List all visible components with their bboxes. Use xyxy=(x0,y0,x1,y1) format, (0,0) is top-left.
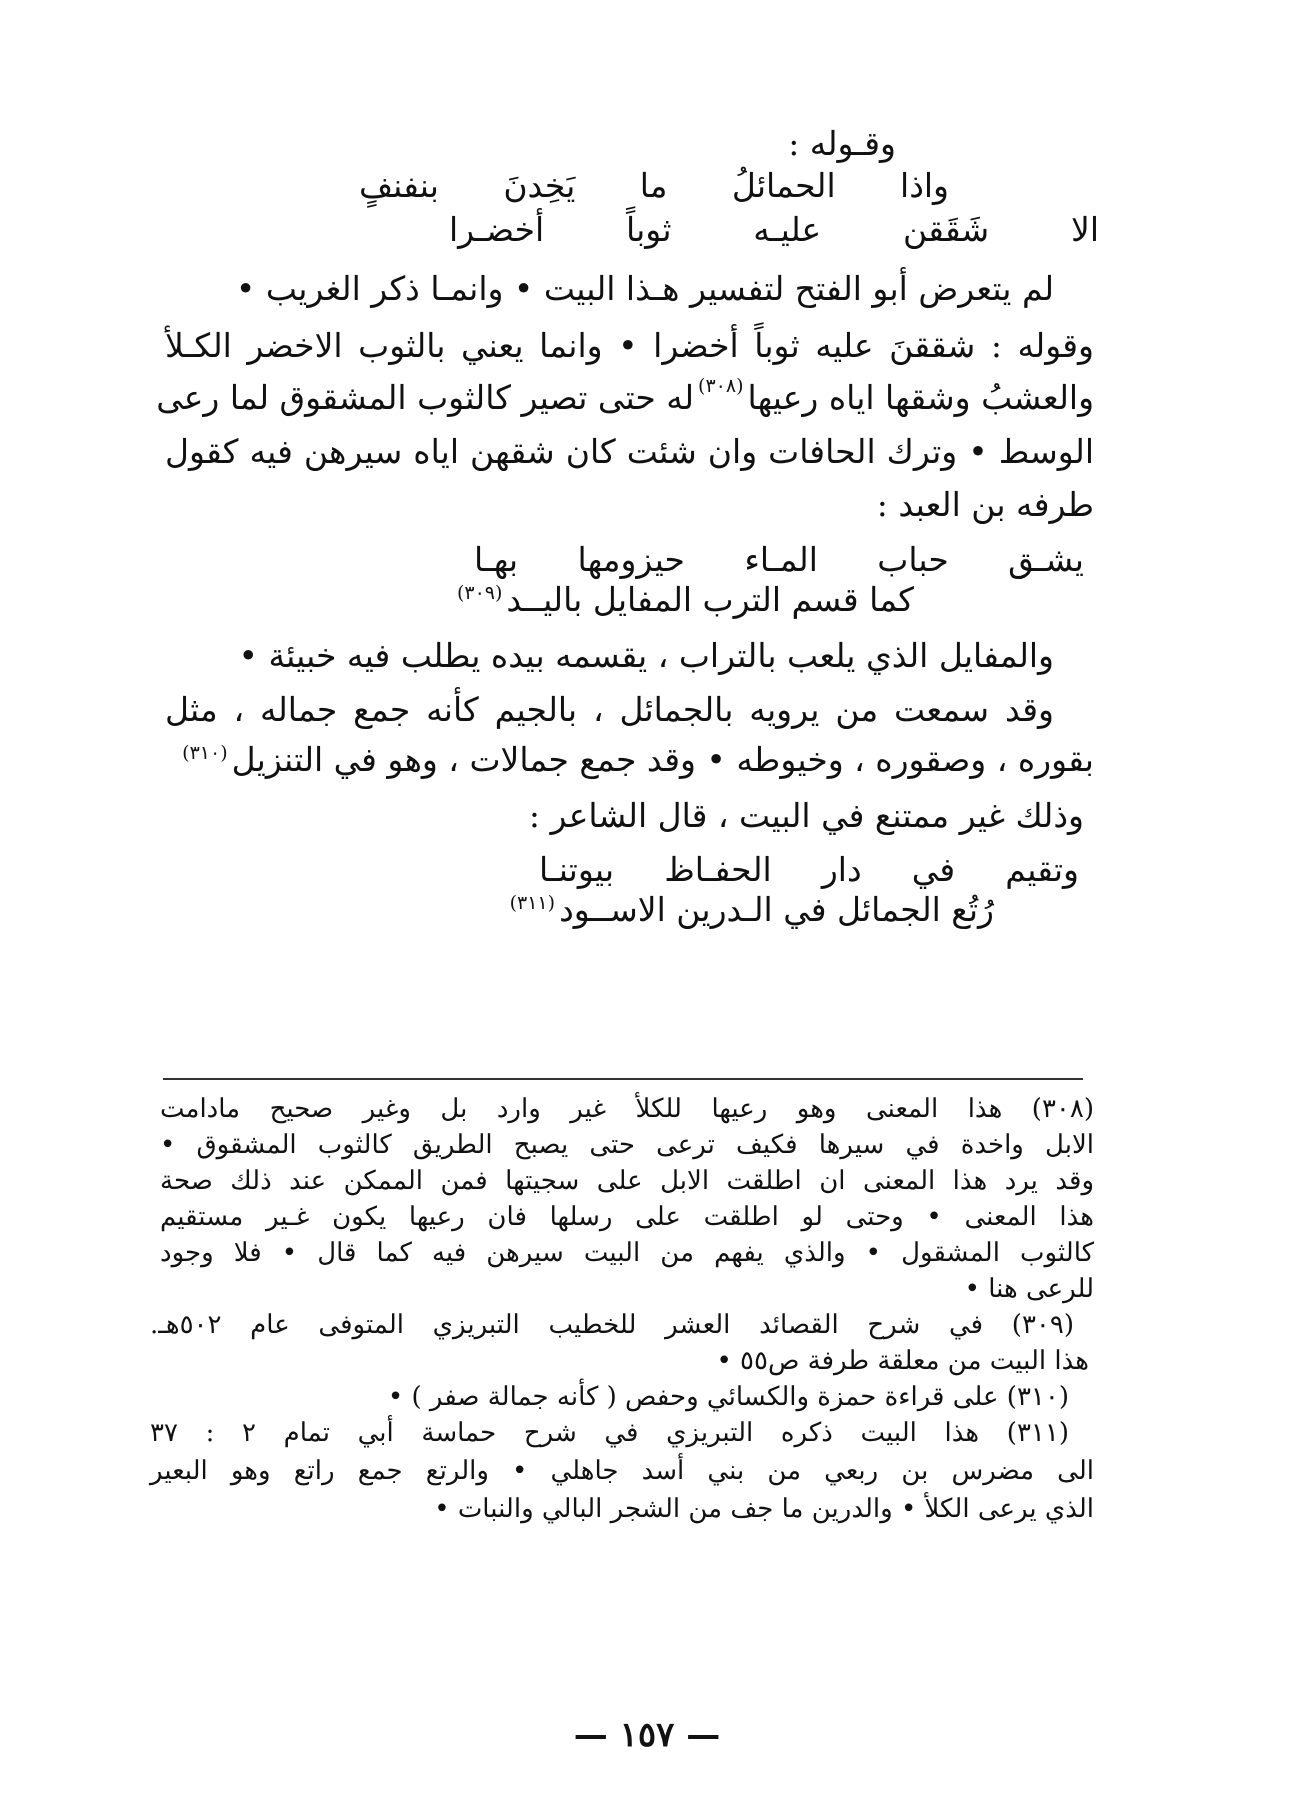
verse-text: كما قسم الترب المفايل باليــد xyxy=(506,580,914,619)
footnote-ref: (٣٠٩) xyxy=(456,582,503,604)
verse-hemistich-1a: واذا الحمائلُ ما يَخِدنَ بنفنفٍ xyxy=(359,166,949,205)
text-line: الوسط • وترك الحافات وان شئت كان شقهن اياه سيرهن فيه كقول xyxy=(165,432,1094,471)
text-line: وذلك غير ممتنع في البيت ، قال الشاعر : xyxy=(528,796,1084,835)
footnote-ref: (٣١١) xyxy=(509,892,556,914)
verse-hemistich-1b: الا شَقَقن عليـه ثوباً أخضـرا xyxy=(449,210,1099,249)
footnote-line: للرعى هنا • xyxy=(964,1274,1094,1304)
text-line-with-ref xyxy=(165,740,1094,785)
text-line: طرفه بن العبد : xyxy=(876,485,1094,524)
footnote-line: الى مضرس بن ربعي من بني أسد جاهلي • والرتع جمع راتع وهو البعير xyxy=(150,1456,1094,1486)
footnote-line: (٣٠٩) في شرح القصائد العشر للخطيب التبريزي المتوفى عام ٥٠٢هـ. xyxy=(150,1310,1074,1340)
footnote-line: (٣٠٨) هذا المعنى وهو رعيها للكلأ غير وارد بل وغير صحيح مادامت xyxy=(160,1094,1094,1124)
text-segment: بقوره ، وصقوره ، وخيوطه • وقد جمع جمالات ، وهو في التنزيل xyxy=(231,740,1094,779)
verse-hemistich-2a: يشـق حباب المـاء حيزومها بهـا xyxy=(474,540,1084,579)
footnote-line: الابل واخدة في سيرها فكيف ترعى حتى يصبح الطريق كالثوب المشقوق • xyxy=(160,1130,1094,1160)
footnote-divider xyxy=(163,1078,1083,1080)
verse-hemistich-2b xyxy=(453,580,914,625)
text-segment: والعشبُ وشقها اياه رعيها xyxy=(747,378,1094,417)
text-line: وقوله : شققنَ عليه ثوباً أخضرا • وانما يعني بالثوب الاخضر الكـلأ xyxy=(165,326,1094,365)
footnote-line: وقد يرد هذا المعنى ان اطلقت الابل على سجيتها فمن الممكن عند ذلك صحة xyxy=(160,1166,1094,1196)
text-line: وقـوله : xyxy=(788,124,896,163)
footnote-line: (٣١١) هذا البيت ذكره التبريزي في شرح حماسة أبي تمام ٢ : ٣٧ xyxy=(150,1418,1069,1448)
text-line: والمفايل الذي يلعب بالتراب ، يقسمه بيده يطلب فيه خبيئة • xyxy=(238,636,1054,675)
footnote-line: الذي يرعى الكلأ • والدرين ما جف من الشجر البالي والنبات • xyxy=(434,1494,1094,1524)
page-number: — ١٥٧ — xyxy=(573,1715,721,1755)
text-segment: له حتى تصير كالثوب المشقوق لما رعى xyxy=(156,378,695,417)
verse-hemistich-3a: وتقيم في دار الحفـاظ بيوتنـا xyxy=(539,850,1079,889)
footnote-line: هذا المعنى • وحتى لو اطلقت على رسلها فان رعيها يكون غـير مستقيم xyxy=(160,1202,1094,1232)
text-line-with-ref xyxy=(156,375,1094,418)
footnote-line: كالثوب المشقول • والذي يفهم من البيت سيرهن فيه كما قال • فلا وجود xyxy=(160,1238,1094,1268)
text-line: وقد سمعت من يرويه بالجمائل ، بالجيم كأنه جمع جماله ، مثل xyxy=(165,690,1054,729)
verse-hemistich-3b xyxy=(506,890,994,935)
footnote-line: هذا البيت من معلقة طرفة ص٥٥ • xyxy=(716,1346,1089,1376)
text-line: لم يتعرض أبو الفتح لتفسير هـذا البيت • وانمـا ذكر الغريب • xyxy=(235,269,1054,308)
footnote-ref: (٣٠٨) xyxy=(698,375,744,397)
footnote-line: (٣١٠) على قراءة حمزة والكسائي وحفص ( كأنه جمالة صفر ) • xyxy=(387,1382,1069,1412)
footnote-ref: (٣١٠) xyxy=(182,742,228,764)
verse-text: رُتُع الجمائل في الـدرين الاســود xyxy=(559,890,994,929)
